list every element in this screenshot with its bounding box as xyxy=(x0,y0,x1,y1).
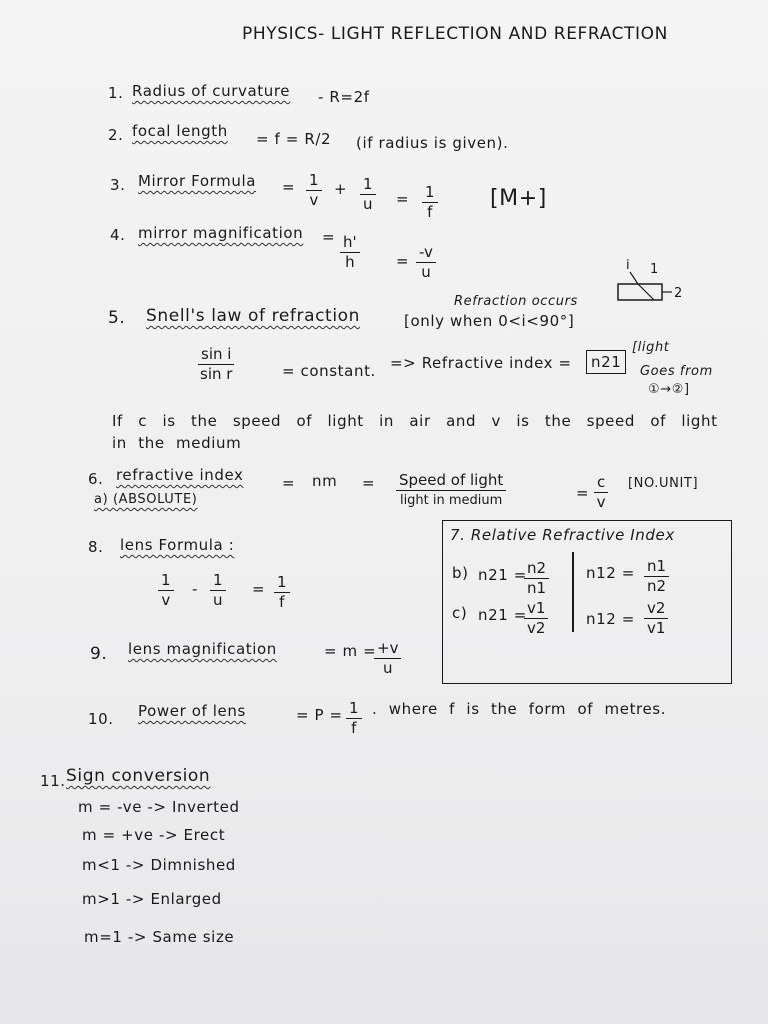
mirror-formula-term-2 xyxy=(360,176,376,213)
item-11-label: Sign conversion xyxy=(66,766,211,786)
numerator: 1 xyxy=(360,176,376,195)
denominator: v xyxy=(161,591,171,609)
denominator: v2 xyxy=(527,619,546,637)
item-4-number: 4. xyxy=(110,226,126,244)
numerator: sin i xyxy=(198,346,234,365)
equals-sign: = xyxy=(396,190,410,208)
denominator: sin r xyxy=(200,365,233,383)
sign-rule-5: m=1 -> Same size xyxy=(84,928,235,946)
denominator: u xyxy=(213,591,223,609)
diagram-label-i: i xyxy=(626,258,631,273)
item-4-label: mirror magnification xyxy=(138,224,304,242)
speed-ratio xyxy=(396,472,506,509)
minus-sign: - xyxy=(192,580,199,598)
denominator: v xyxy=(596,493,606,511)
lens-formula-term-3 xyxy=(274,574,290,611)
refracted-ray xyxy=(638,284,654,300)
sign-rule-2: m = +ve -> Erect xyxy=(82,826,226,844)
one-over-f xyxy=(346,700,362,737)
item-1-formula: - R=2f xyxy=(318,88,370,106)
numerator: 1 xyxy=(422,184,438,203)
item-11-number: 11. xyxy=(40,772,66,790)
numerator: v2 xyxy=(644,600,668,619)
refraction-condition-note: Refraction occurs xyxy=(454,294,578,309)
n1-over-n2 xyxy=(644,558,669,595)
speed-definition-line-2: in the medium xyxy=(112,434,242,452)
item-2-formula: = f = R/2 xyxy=(256,130,332,148)
equals-sign: = xyxy=(576,484,590,502)
item-5-number: 5. xyxy=(108,308,126,328)
numerator: n2 xyxy=(524,560,549,579)
page-title: PHYSICS- LIGHT REFLECTION AND REFRACTION xyxy=(242,24,668,44)
c-over-v xyxy=(594,474,608,511)
denominator: n1 xyxy=(527,579,547,597)
equals-sign: = xyxy=(362,474,376,492)
item-5-label: Snell's law of refraction xyxy=(146,306,361,326)
n21-label-b: n21 = xyxy=(478,566,527,584)
relative-index-title: 7. Relative Refractive Index xyxy=(450,526,675,544)
denominator: f xyxy=(427,203,433,221)
sign-rule-4: m>1 -> Enlarged xyxy=(82,890,222,908)
item-3-number: 3. xyxy=(110,176,126,194)
v-over-u xyxy=(374,640,401,677)
denominator: u xyxy=(421,263,431,281)
denominator: light in medium xyxy=(399,493,503,508)
refraction-condition: [only when 0<i<90°] xyxy=(404,312,575,330)
denominator: u xyxy=(363,195,373,213)
magnification-distance-ratio xyxy=(416,244,436,281)
numerator: v1 xyxy=(524,600,548,619)
diagram-label-2: 2 xyxy=(674,286,683,301)
item-6-number: 6. xyxy=(88,470,104,488)
power-unit-note: . where f is the form of metres. xyxy=(372,700,667,718)
refractive-index-label: => Refractive index = xyxy=(390,354,572,372)
item-3-label: Mirror Formula xyxy=(138,172,257,190)
denominator: f xyxy=(279,593,285,611)
n12-label-b: n12 = xyxy=(586,564,635,582)
v2-over-v1 xyxy=(644,600,668,637)
numerator: 1 xyxy=(158,572,174,591)
absolute-label: a) (ABSOLUTE) xyxy=(94,492,198,507)
item-8-number: 8. xyxy=(88,538,104,556)
part-c-label: c) xyxy=(452,604,468,622)
item-10-label: Power of lens xyxy=(138,702,246,720)
item-2-number: 2. xyxy=(108,126,124,144)
v1-over-v2 xyxy=(524,600,548,637)
numerator: c xyxy=(594,474,608,493)
box-divider xyxy=(572,552,574,632)
n21-label-c: n21 = xyxy=(478,606,527,624)
item-2-label: focal length xyxy=(132,122,228,140)
numerator: Speed of light xyxy=(396,472,506,491)
relative-index-box xyxy=(442,520,732,684)
snell-sine-ratio xyxy=(198,346,234,383)
denominator: f xyxy=(351,719,357,737)
numerator: +v xyxy=(374,640,401,659)
item-9-label: lens magnification xyxy=(128,640,277,658)
item-1-label: Radius of curvature xyxy=(132,82,291,100)
numerator: n1 xyxy=(644,558,669,577)
numerator: h' xyxy=(340,234,360,253)
nm-symbol: nm xyxy=(312,472,338,490)
part-b-label: b) xyxy=(452,564,469,582)
power-equals: = P = xyxy=(296,706,343,724)
denominator: h xyxy=(345,253,355,271)
n21-boxed: n21 xyxy=(586,350,626,374)
diagram-label-1: 1 xyxy=(650,262,659,277)
item-1-number: 1. xyxy=(108,84,124,102)
lens-formula-term-2 xyxy=(210,572,226,609)
magnification-height-ratio xyxy=(340,234,360,271)
item-3-equals: = xyxy=(282,178,296,196)
plus-sign: + xyxy=(334,180,348,198)
goes-from-note: Goes from xyxy=(640,364,713,379)
item-6-label: refractive index xyxy=(116,466,244,484)
item-10-number: 10. xyxy=(88,710,114,728)
n2-over-n1 xyxy=(524,560,549,597)
mirror-sign-tag: [M+] xyxy=(490,186,547,211)
numerator: 1 xyxy=(346,700,362,719)
numerator: -v xyxy=(416,244,436,263)
no-unit-tag: [NO.UNIT] xyxy=(628,476,699,491)
denominator: u xyxy=(382,659,393,677)
numerator: 1 xyxy=(274,574,290,593)
lens-magnification-equals: = m = xyxy=(324,642,377,660)
numerator: 1 xyxy=(210,572,226,591)
equals-sign: = xyxy=(252,580,266,598)
denominator: v xyxy=(309,191,319,209)
light-note: [light xyxy=(632,340,670,355)
numerator: 1 xyxy=(306,172,322,191)
lens-formula-term-1 xyxy=(158,572,174,609)
mirror-formula-term-1 xyxy=(306,172,322,209)
snell-constant: = constant. xyxy=(282,362,376,380)
incident-ray xyxy=(630,272,638,284)
denominator: v1 xyxy=(647,619,666,637)
medium-direction: ①→②] xyxy=(648,382,690,397)
item-8-label: lens Formula : xyxy=(120,536,235,554)
item-2-note: (if radius is given). xyxy=(356,134,509,152)
item-9-number: 9. xyxy=(90,644,108,664)
sign-rule-1: m = -ve -> Inverted xyxy=(78,798,240,816)
n12-label-c: n12 = xyxy=(586,610,635,628)
item-4-equals: = xyxy=(322,228,336,246)
mirror-formula-term-3 xyxy=(422,184,438,221)
speed-definition-line-1: If c is the speed of light in air and v is the speed of light xyxy=(112,412,718,430)
equals-sign: = xyxy=(396,252,410,270)
equals-sign: = xyxy=(282,474,296,492)
denominator: n2 xyxy=(647,577,667,595)
sign-rule-3: m<1 -> Dimnished xyxy=(82,856,236,874)
